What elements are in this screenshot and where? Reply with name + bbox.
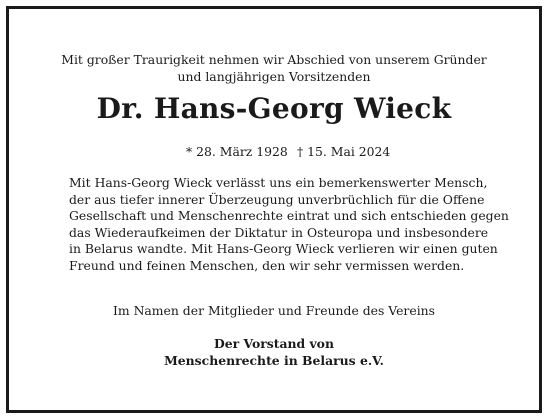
tribute-line: Gesellschaft und Menschenrechte eintrat und sich entschieden gegen bbox=[69, 208, 509, 223]
signature-line: Der Vorstand von bbox=[214, 336, 334, 351]
signature-block bbox=[9, 335, 539, 369]
tribute-line: Freund und feinen Menschen, den wir sehr vermissen werden. bbox=[69, 257, 465, 273]
intro-line: Mit großer Traurigkeit nehmen wir Abschied von unserem Gründer bbox=[61, 52, 487, 67]
death-date: † 15. Mai 2024 bbox=[297, 144, 391, 159]
tribute-line: der aus tiefer innerer Überzeugung unverbrüchlich für die Offene bbox=[69, 191, 485, 207]
obituary-border bbox=[6, 6, 542, 413]
tribute-line: das Wiederaufkeimen der Diktatur in Osteuropa und insbesondere bbox=[69, 224, 489, 240]
intro-text bbox=[9, 51, 539, 85]
birth-date: * 28. März 1928 bbox=[186, 144, 288, 159]
signature-line: Menschenrechte in Belarus e.V. bbox=[164, 353, 384, 368]
deceased-name: Dr. Hans-Georg Wieck bbox=[96, 92, 452, 125]
tribute-line: in Belarus wandte. Mit Hans-Georg Wieck verlieren wir einen guten bbox=[69, 241, 498, 256]
closing-line: Im Namen der Mitglieder und Freunde des Vereins bbox=[113, 303, 435, 318]
tribute-line: Mit Hans-Georg Wieck verlässt uns ein bemerkenswerter Mensch, bbox=[69, 175, 488, 190]
tribute-text bbox=[69, 175, 509, 274]
intro-line: und langjährigen Vorsitzenden bbox=[177, 69, 371, 84]
